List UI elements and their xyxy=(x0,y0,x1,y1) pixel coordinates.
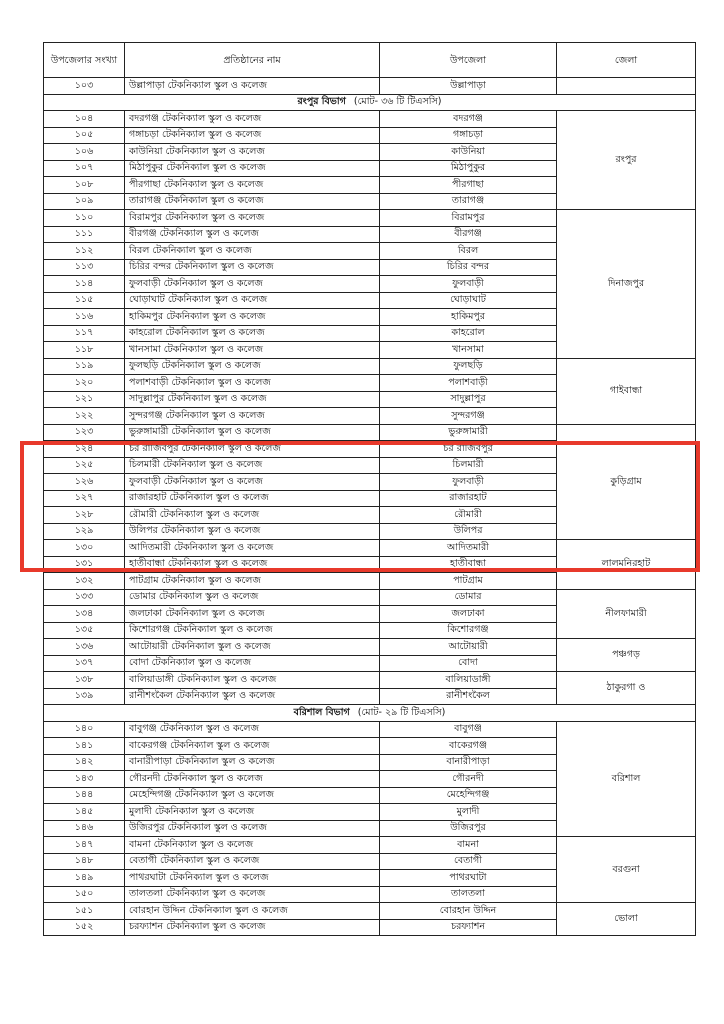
row-institution: বানারীপাড়া টেকনিক্যাল স্কুল ও কলেজ xyxy=(125,754,380,771)
row-institution: বাকেরগঞ্জ টেকনিক্যাল স্কুল ও কলেজ xyxy=(125,738,380,755)
row-institution: মুলাদী টেকনিক্যাল স্কুল ও কলেজ xyxy=(125,804,380,821)
row-number: ১৪৯ xyxy=(44,870,125,887)
row-upazila: কাউনিয়া xyxy=(380,144,557,161)
row-upazila: বিরল xyxy=(380,243,557,260)
row-upazila: হাকিমপুর xyxy=(380,309,557,326)
row-number: ১৪০ xyxy=(44,721,125,738)
row-upazila: কিশোরগঞ্জ xyxy=(380,622,557,639)
row-upazila: ফুলবাড়ী xyxy=(380,276,557,293)
row-number: ১১৮ xyxy=(44,342,125,359)
row-number: ১৪৮ xyxy=(44,853,125,870)
row-upazila: খানসামা xyxy=(380,342,557,359)
row-upazila: বিরামপুর xyxy=(380,210,557,227)
row-institution: চর রাজিবপুর টেকনিক্যাল স্কুল ও কলেজ xyxy=(125,441,380,458)
table-row xyxy=(44,837,696,854)
row-institution: কিশোরগঞ্জ টেকনিক্যাল স্কুল ও কলেজ xyxy=(125,622,380,639)
row-upazila: বাকেরগঞ্জ xyxy=(380,738,557,755)
row-institution: জলঢাকা টেকনিক্যাল স্কুল ও কলেজ xyxy=(125,606,380,623)
row-institution: ফুলবাড়ী টেকনিক্যাল স্কুল ও কলেজ xyxy=(125,276,380,293)
table-row xyxy=(44,358,696,375)
table-row xyxy=(44,111,696,128)
division-name: বরিশাল বিভাগ xyxy=(293,706,350,718)
row-upazila: বাবুগঞ্জ xyxy=(380,721,557,738)
row-number: ১১৪ xyxy=(44,276,125,293)
row-upazila: রৌমারী xyxy=(380,507,557,524)
row-upazila: ঘোড়াঘাট xyxy=(380,292,557,309)
header-upazila-count: উপজেলার সংখ্যা xyxy=(44,43,125,78)
header-district: জেলা xyxy=(557,43,696,78)
row-institution: কাহরোল টেকনিক্যাল স্কুল ও কলেজ xyxy=(125,325,380,342)
row-upazila: তালতলা xyxy=(380,886,557,903)
table-row xyxy=(44,210,696,227)
row-number: ১৪৫ xyxy=(44,804,125,821)
row-number: ১২২ xyxy=(44,408,125,425)
row-number: ১৪৬ xyxy=(44,820,125,837)
row-upazila: বীরগঞ্জ xyxy=(380,226,557,243)
row-upazila: বদরগঞ্জ xyxy=(380,111,557,128)
row-institution: তারাগঞ্জ টেকনিক্যাল স্কুল ও কলেজ xyxy=(125,193,380,210)
row-upazila: চরফ্যাশন xyxy=(380,919,557,936)
row-upazila: রানীশংকৈল xyxy=(380,688,557,705)
row-upazila: গৌরনদী xyxy=(380,771,557,788)
row-number: ১২৩ xyxy=(44,424,125,441)
row-institution: বিরামপুর টেকনিক্যাল স্কুল ও কলেজ xyxy=(125,210,380,227)
division-note: (মোট- ২৯ টি টিএসসি) xyxy=(357,706,446,718)
row-institution: উলিপর টেকনিক্যাল স্কুল ও কলেজ xyxy=(125,523,380,540)
row-upazila: মিঠাপুকুর xyxy=(380,160,557,177)
row-number: ১৫০ xyxy=(44,886,125,903)
row-institution: রাজারহাট টেকনিক্যাল স্কুল ও কলেজ xyxy=(125,490,380,507)
row-institution: রানীশংকৈল টেকনিক্যাল স্কুল ও কলেজ xyxy=(125,688,380,705)
row-number: ১৩১ xyxy=(44,556,125,573)
row-number: ১৩৫ xyxy=(44,622,125,639)
row-institution: সুন্দরগঞ্জ টেকনিক্যাল স্কুল ও কলেজ xyxy=(125,408,380,425)
row-upazila: মেহেন্দিগঞ্জ xyxy=(380,787,557,804)
row-number: ১২৫ xyxy=(44,457,125,474)
row-institution: পাটগ্রাম টেকনিক্যাল স্কুল ও কলেজ xyxy=(125,573,380,590)
row-number: ১০৪ xyxy=(44,111,125,128)
row-number: ১৫২ xyxy=(44,919,125,936)
table-row xyxy=(44,424,696,441)
row-upazila: বোরহান উদ্দিন xyxy=(380,903,557,920)
row-institution: আটোয়ারী টেকনিক্যাল স্কুল ও কলেজ xyxy=(125,639,380,656)
row-upazila: পীরগাছা xyxy=(380,177,557,194)
row-number: ১১৯ xyxy=(44,358,125,375)
row-district: নীলফামারী xyxy=(557,589,696,639)
row-institution: বোরহান উদ্দিন টেকনিক্যাল স্কুল ও কলেজ xyxy=(125,903,380,920)
row-institution: উজিরপুর টেকনিক্যাল স্কুল ও কলেজ xyxy=(125,820,380,837)
row-upazila: ফুলবাড়ী xyxy=(380,474,557,491)
row-institution: বিরল টেকনিক্যাল স্কুল ও কলেজ xyxy=(125,243,380,260)
row-number: ১২৮ xyxy=(44,507,125,524)
row-district: ভোলা xyxy=(557,903,696,936)
row-number: ১১১ xyxy=(44,226,125,243)
row-institution: তালতলা টেকনিক্যাল স্কুল ও কলেজ xyxy=(125,886,380,903)
row-district: কুড়িগ্রাম xyxy=(557,424,696,540)
row-number: ১৩৪ xyxy=(44,606,125,623)
row-institution: ডোমার টেকনিক্যাল স্কুল ও কলেজ xyxy=(125,589,380,606)
row-number: ১৩৭ xyxy=(44,655,125,672)
row-upazila: চিরির বন্দর xyxy=(380,259,557,276)
row-upazila: ফুলছড়ি xyxy=(380,358,557,375)
row-upazila: বোদা xyxy=(380,655,557,672)
row-upazila: গঙ্গাচড়া xyxy=(380,127,557,144)
row-upazila: সুন্দরগঞ্জ xyxy=(380,408,557,425)
row-number: ১২৯ xyxy=(44,523,125,540)
row-institution: ঘোড়াঘাট টেকনিক্যাল স্কুল ও কলেজ xyxy=(125,292,380,309)
row-district: বরিশাল xyxy=(557,721,696,837)
row-institution: পাথরঘাটা টেকনিক্যাল স্কুল ও কলেজ xyxy=(125,870,380,887)
row-number: ১০৩ xyxy=(44,78,125,95)
row-institution: বেতাগী টেকনিক্যাল স্কুল ও কলেজ xyxy=(125,853,380,870)
row-number: ১৩৯ xyxy=(44,688,125,705)
row-number: ১১০ xyxy=(44,210,125,227)
row-district: লালমনিরহাট xyxy=(557,540,696,590)
row-district: দিনাজপুর xyxy=(557,210,696,359)
row-number: ১১৩ xyxy=(44,259,125,276)
row-number: ১৪৩ xyxy=(44,771,125,788)
row-institution: ফুলছড়ি টেকনিক্যাল স্কুল ও কলেজ xyxy=(125,358,380,375)
row-number: ১০৯ xyxy=(44,193,125,210)
row-number: ১০৮ xyxy=(44,177,125,194)
header-institution-name: প্রতিষ্ঠানের নাম xyxy=(125,43,380,78)
row-upazila: বেতাগী xyxy=(380,853,557,870)
row-number: ১২৬ xyxy=(44,474,125,491)
row-upazila: চর রাজিবপুর xyxy=(380,441,557,458)
row-number: ১৩৩ xyxy=(44,589,125,606)
row-number: ১৪১ xyxy=(44,738,125,755)
row-number: ১৩৬ xyxy=(44,639,125,656)
row-number: ১১২ xyxy=(44,243,125,260)
row-upazila: পাথরঘাটা xyxy=(380,870,557,887)
row-institution: বদরগঞ্জ টেকনিক্যাল স্কুল ও কলেজ xyxy=(125,111,380,128)
row-upazila: সাদুল্লাপুর xyxy=(380,391,557,408)
division-row xyxy=(44,94,696,111)
row-institution: চিলমারী টেকনিক্যাল স্কুল ও কলেজ xyxy=(125,457,380,474)
row-institution: বীরগঞ্জ টেকনিক্যাল স্কুল ও কলেজ xyxy=(125,226,380,243)
row-upazila: পাটগ্রাম xyxy=(380,573,557,590)
table-row xyxy=(44,78,696,95)
row-number: ১১৫ xyxy=(44,292,125,309)
row-number: ১২৪ xyxy=(44,441,125,458)
row-upazila: উলিপর xyxy=(380,523,557,540)
row-upazila: বানারীপাড়া xyxy=(380,754,557,771)
row-upazila: মুলাদী xyxy=(380,804,557,821)
row-district: পঞ্চগড় xyxy=(557,639,696,672)
table-row xyxy=(44,903,696,920)
row-upazila: জলঢাকা xyxy=(380,606,557,623)
row-upazila: কাহরোল xyxy=(380,325,557,342)
row-number: ১৩৮ xyxy=(44,672,125,689)
table-header-row xyxy=(44,43,696,78)
row-institution: হাকিমপুর টেকনিক্যাল স্কুল ও কলেজ xyxy=(125,309,380,326)
row-upazila: উল্লাপাড়া xyxy=(380,78,557,95)
row-number: ১২১ xyxy=(44,391,125,408)
row-number: ১১৬ xyxy=(44,309,125,326)
row-number: ১০৬ xyxy=(44,144,125,161)
row-number: ১৩২ xyxy=(44,573,125,590)
row-district: বরগুনা xyxy=(557,837,696,903)
row-institution: সাদুল্লাপুর টেকনিক্যাল স্কুল ও কলেজ xyxy=(125,391,380,408)
highlight-box xyxy=(20,441,700,572)
row-institution: বালিয়াডাঙ্গী টেকনিক্যাল স্কুল ও কলেজ xyxy=(125,672,380,689)
row-upazila: ভুরুঙ্গামারী xyxy=(380,424,557,441)
row-institution: মিঠাপুকুর টেকনিক্যাল স্কুল ও কলেজ xyxy=(125,160,380,177)
row-number: ১৪৪ xyxy=(44,787,125,804)
division-note: (মোট- ৩৬ টি টিএসসি) xyxy=(353,96,442,108)
row-number: ১৪৭ xyxy=(44,837,125,854)
table-row xyxy=(44,721,696,738)
row-number: ১৩০ xyxy=(44,540,125,557)
row-institution: মেহেন্দিগঞ্জ টেকনিক্যাল স্কুল ও কলেজ xyxy=(125,787,380,804)
row-district: ঠাকুরগা ও xyxy=(557,672,696,705)
row-number: ১৫১ xyxy=(44,903,125,920)
division-title xyxy=(44,94,696,111)
row-institution: হাতীবান্ধা টেকনিক্যাল স্কুল ও কলেজ xyxy=(125,556,380,573)
row-upazila: বামনা xyxy=(380,837,557,854)
row-institution: বোদা টেকনিক্যাল স্কুল ও কলেজ xyxy=(125,655,380,672)
table-row xyxy=(44,672,696,689)
row-number: ১২৭ xyxy=(44,490,125,507)
division-row xyxy=(44,705,696,722)
row-institution: খানসামা টেকনিক্যাল স্কুল ও কলেজ xyxy=(125,342,380,359)
division-name: রংপুর বিভাগ xyxy=(297,96,346,108)
row-institution: পলাশবাড়ী টেকনিক্যাল স্কুল ও কলেজ xyxy=(125,375,380,392)
table-row xyxy=(44,639,696,656)
row-upazila: তারাগঞ্জ xyxy=(380,193,557,210)
row-institution: উল্লাপাড়া টেকনিক্যাল স্কুল ও কলেজ xyxy=(125,78,380,95)
row-institution: ভুরুঙ্গামারী টেকনিক্যাল স্কুল ও কলেজ xyxy=(125,424,380,441)
row-institution: ফুলবাড়ী টেকনিক্যাল স্কুল ও কলেজ xyxy=(125,474,380,491)
row-upazila: বালিয়াডাঙ্গী xyxy=(380,672,557,689)
row-upazila: আদিতমারী xyxy=(380,540,557,557)
row-institution: গঙ্গাচড়া টেকনিক্যাল স্কুল ও কলেজ xyxy=(125,127,380,144)
row-institution: বামনা টেকনিক্যাল স্কুল ও কলেজ xyxy=(125,837,380,854)
row-institution: পীরগাছা টেকনিক্যাল স্কুল ও কলেজ xyxy=(125,177,380,194)
row-upazila: আটোয়ারী xyxy=(380,639,557,656)
row-number: ১৪২ xyxy=(44,754,125,771)
row-district: গাইবান্ধা xyxy=(557,358,696,424)
row-institution: চরফ্যাশন টেকনিক্যাল স্কুল ও কলেজ xyxy=(125,919,380,936)
row-institution: আদিতমারী টেকনিক্যাল স্কুল ও কলেজ xyxy=(125,540,380,557)
row-number: ১১৭ xyxy=(44,325,125,342)
row-district: রংপুর xyxy=(557,111,696,210)
row-upazila: হাতীবান্ধা xyxy=(380,556,557,573)
row-institution: কাউনিয়া টেকনিক্যাল স্কুল ও কলেজ xyxy=(125,144,380,161)
row-district xyxy=(557,78,696,95)
row-number: ১২০ xyxy=(44,375,125,392)
row-upazila: চিলমারী xyxy=(380,457,557,474)
row-institution: রৌমারী টেকনিক্যাল স্কুল ও কলেজ xyxy=(125,507,380,524)
row-upazila: ডোমার xyxy=(380,589,557,606)
row-upazila: পলাশবাড়ী xyxy=(380,375,557,392)
row-institution: বাবুগঞ্জ টেকনিক্যাল স্কুল ও কলেজ xyxy=(125,721,380,738)
header-upazila: উপজেলা xyxy=(380,43,557,78)
row-upazila: উজিরপুর xyxy=(380,820,557,837)
row-institution: গৌরনদী টেকনিক্যাল স্কুল ও কলেজ xyxy=(125,771,380,788)
division-title xyxy=(44,705,696,722)
table-row xyxy=(44,589,696,606)
row-upazila: রাজারহাট xyxy=(380,490,557,507)
row-institution: চিরির বন্দর টেকনিক্যাল স্কুল ও কলেজ xyxy=(125,259,380,276)
row-number: ১০৫ xyxy=(44,127,125,144)
row-number: ১০৭ xyxy=(44,160,125,177)
